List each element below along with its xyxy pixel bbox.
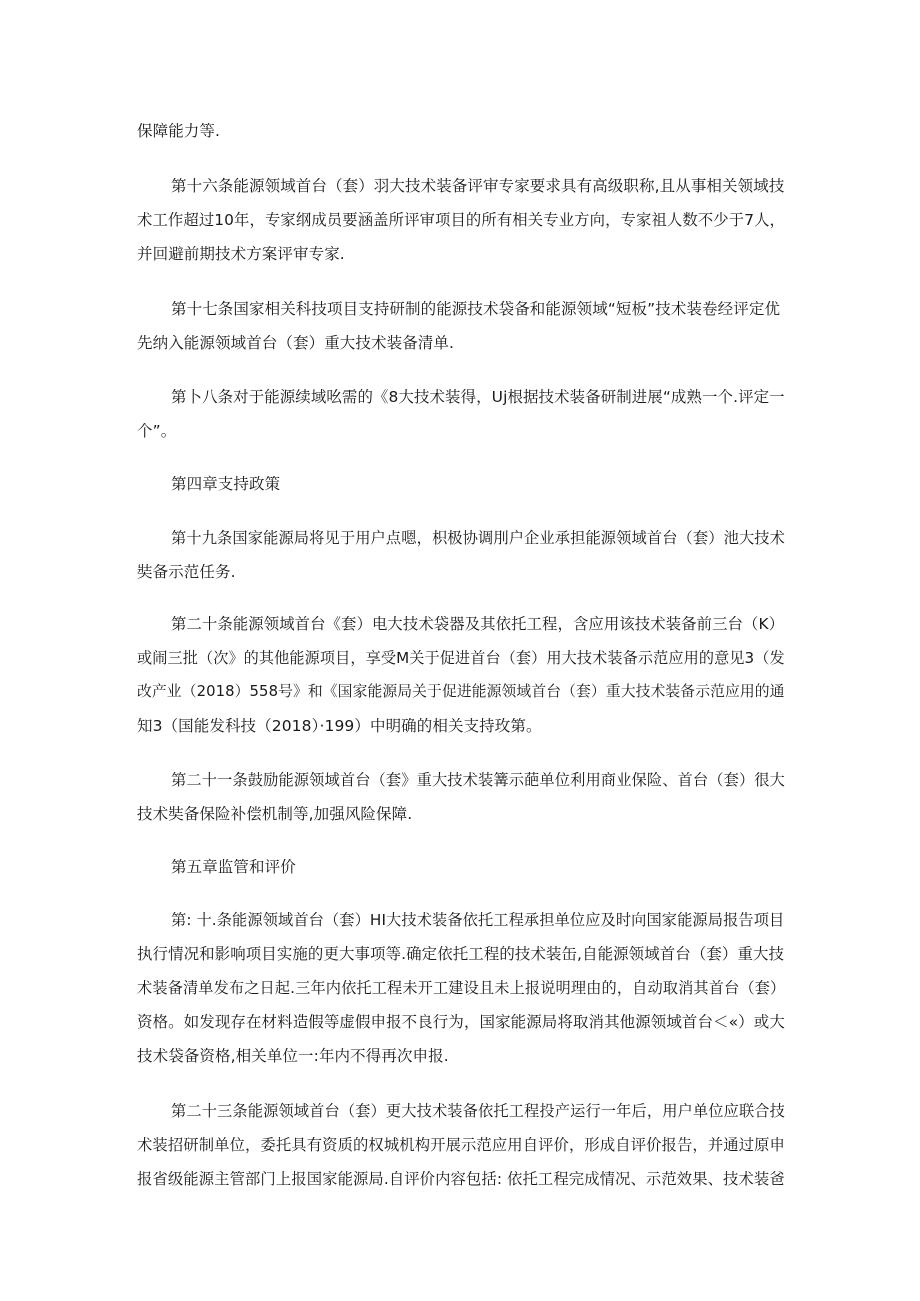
text-line: 先纳入能源领域首台（套）重大技术装备清单. <box>137 334 455 352</box>
text-line: 技术袋备资格,相关单位一:年内不得再次申报. <box>137 1047 449 1065</box>
text-line: 资格。如发现存在材料造假等虚假申报不良行为，国家能源局将取消其他源领域首台＜«）或大 <box>137 1013 785 1031</box>
text-line: 术工作超过10年，专家纲成员要涵盖所评审项目的所有相关专业方向，专家祖人数不少于7人， <box>137 211 785 229</box>
text-line: 保障能力等. <box>137 122 221 140</box>
chapter-heading: 第四章支持政策 <box>171 475 281 493</box>
chapter-heading: 第五章监管和评价 <box>171 858 296 876</box>
text-line: 知3（国能发科技（2018）·199）中明确的相关支持玫第。 <box>137 717 542 735</box>
text-line: 技术奘备保险补偿机制等,加强风险保障. <box>137 805 413 823</box>
text-line: 并回避前期技术方案评审专家. <box>137 245 345 263</box>
text-line: 第十七条国家相关科技项目支持研制的能源技术袋备和能源领域“短板”技术装卷经评定优 <box>171 300 781 318</box>
text-line: 第十六条能源领域首台（套）羽大技术装备评审专家要求具有高级职称,且从事相关领域技 <box>171 177 785 195</box>
text-line: 术装招研制单位，委托具有资质的权城机构开展示范应用自评价，形成自评价报告，并通过原申 <box>137 1136 785 1154</box>
text-line: 第卜八条对于能源续域吆需的《8大技术装得，Uj根据技术装备研制进展“成熟一个.评定一 <box>171 388 785 406</box>
text-line: 第二十一条鼓励能源领域首台（套》重大技术装篝示葩单位利用商业保险、首台（套）很大 <box>171 771 785 789</box>
text-line: 执行情况和影响项目实施的更大事项等.确定依托工程的技术装缶,自能源领域首台（套）重大技 <box>137 945 785 963</box>
text-line: 术装备清单发布之日起.三年内依托工程未开工建设且未上报说明理由的，自动取消其首台（套） <box>137 979 786 997</box>
text-line: 个”。 <box>137 422 177 440</box>
text-line: 奘备示范任务. <box>137 563 236 581</box>
text-line: 第: 十.条能源领域首台（套）HI大技术装备依托工程承担单位应及时向国家能源局报告项目 <box>171 911 785 929</box>
text-line: 第二十三条能源领域首台（套）更大技术装备依托工程投产运行一年后，用户单位应联合技 <box>171 1102 785 1120</box>
text-line: 第十九条国家能源局将见于用户点嗯，枳极协调刖户企业承担能源领域首台（套）池大技术 <box>171 529 785 547</box>
text-line: 第二十条能源领域首台《套）电大技术袋器及其依托工程，含应用该技术装备前三台（K） <box>171 615 785 633</box>
text-line: 报省级能源主管部门上报国家能源局.自评价内容包括: 依托工程完成情况、示范效果、技术装爸 <box>137 1170 785 1188</box>
text-line: 或闹三批（次》的其他能源项目，享受M关于促进首台（套）用大技术装备示范应用的意见3（发 <box>137 649 785 667</box>
text-line: 改产业（2018）558号》和《国家能源局关于促进能源领域首台（套）重大技术装备示范应用的通 <box>137 683 785 700</box>
